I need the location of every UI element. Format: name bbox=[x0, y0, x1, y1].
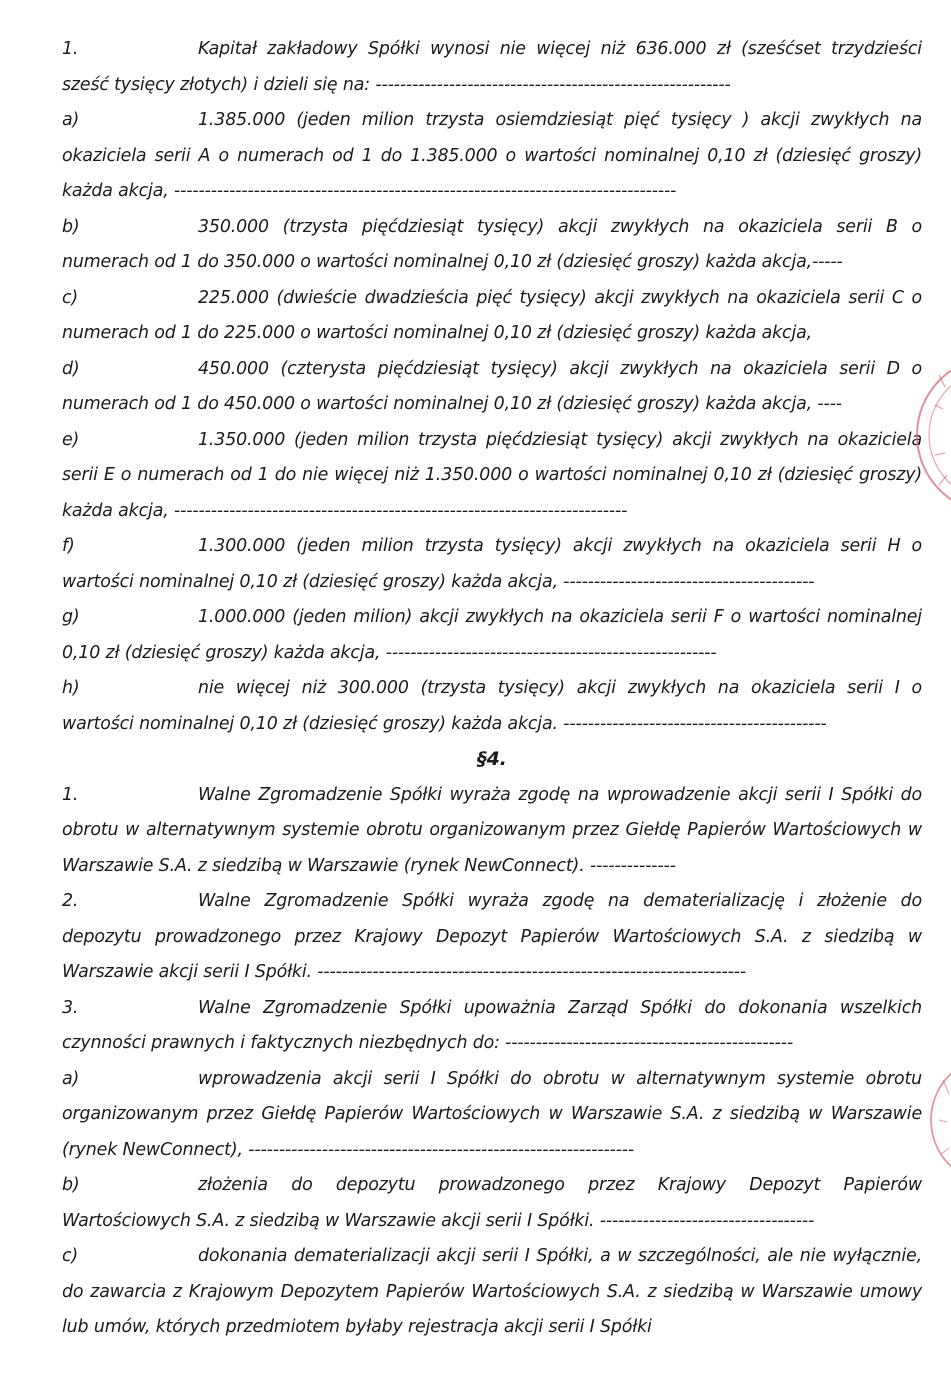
section-heading: §4. bbox=[477, 748, 507, 770]
paragraph-text: dokonania dematerializacji akcji serii I Spółki, a w szczególności, ale nie wyłącznie, do zawarcia z Krajowym Depozytem Papierów Wartościowych S.A. z siedzibą w Warszawie umowy lub umów, których przedmiotem byłaby rejestracja akcji serii I Spółki bbox=[62, 1246, 922, 1337]
paragraph-number: 3. bbox=[62, 997, 79, 1018]
paragraph bbox=[62, 671, 922, 742]
paragraph-text: Walne Zgromadzenie Spółki upoważnia Zarząd Spółki do dokonania wszelkich czynności prawnych i faktycznych niezbędnych do: ----------------------------------------------- bbox=[62, 997, 922, 1053]
paragraph-text: 1.350.000 (jeden milion trzysta pięćdziesiąt tysięcy) akcji zwykłych na okaziciela serii E o numerach od 1 do nie więcej niż 1.350.000 o wartości nominalnej 0,10 zł (dziesięć groszy) każda akcja, -------------------------------------------------------------------------- bbox=[62, 429, 922, 521]
paragraph bbox=[62, 1239, 922, 1346]
paragraph-text: 1.000.000 (jeden milion) akcji zwykłych na okaziciela serii F o wartości nominalnej 0,10 zł (dziesięć groszy) każda akcja, ------------------------------------------------------ bbox=[62, 607, 922, 663]
paragraph bbox=[62, 281, 922, 352]
notary-stamp-fragment bbox=[915, 335, 951, 535]
paragraph bbox=[62, 778, 922, 885]
paragraph bbox=[62, 103, 922, 210]
paragraph-number: b) bbox=[62, 216, 80, 237]
paragraph bbox=[62, 352, 922, 423]
paragraph bbox=[62, 1062, 922, 1169]
paragraph-text: 1.300.000 (jeden milion trzysta tysięcy) akcji zwykłych na okaziciela serii H o wartości nominalnej 0,10 zł (dziesięć groszy) każda akcja, ----------------------------------------- bbox=[62, 536, 922, 592]
paragraph-text: 450.000 (czterysta pięćdziesiąt tysięcy) akcji zwykłych na okaziciela serii D o numerach od 1 do 450.000 o wartości nominalnej 0,10 zł (dziesięć groszy) każda akcja, ---- bbox=[62, 358, 922, 414]
paragraph bbox=[62, 529, 922, 600]
paragraph-number: d) bbox=[62, 358, 80, 379]
paragraph bbox=[62, 32, 922, 103]
paragraph-number: c) bbox=[62, 287, 79, 308]
paragraph-number: f) bbox=[62, 536, 75, 556]
paragraph-text: Walne Zgromadzenie Spółki wyraża zgodę na dematerializację i złożenie do depozytu prowadzonego przez Krajowy Depozyt Papierów Wartościowych S.A. z siedzibą w Warszawie akcji serii I Spółki. ---------------------------------------------------------------------- bbox=[62, 891, 922, 982]
paragraph-number: h) bbox=[62, 678, 80, 698]
paragraph-number: 1. bbox=[62, 784, 79, 805]
paragraph-number: 2. bbox=[62, 891, 79, 911]
paragraph-number: b) bbox=[62, 1175, 80, 1195]
paragraph-text: Kapitał zakładowy Spółki wynosi nie więcej niż 636.000 zł (sześćset trzydzieści sześć tysięcy złotych) i dzieli się na: ---------------------------------------------------------- bbox=[62, 39, 922, 95]
share-capital-list bbox=[62, 32, 922, 742]
paragraph-number: a) bbox=[62, 1068, 80, 1089]
paragraph-number: c) bbox=[62, 1246, 79, 1266]
paragraph-text: nie więcej niż 300.000 (trzysta tysięcy) akcji zwykłych na okaziciela serii I o wartości nominalnej 0,10 zł (dziesięć groszy) każda akcja. ------------------------------------------- bbox=[62, 678, 922, 734]
paragraph-number: a) bbox=[62, 110, 80, 130]
paragraph-text: 350.000 (trzysta pięćdziesiąt tysięcy) akcji zwykłych na okaziciela serii B o numerach od 1 do 350.000 o wartości nominalnej 0,10 zł (dziesięć groszy) każda akcja,----- bbox=[62, 216, 922, 272]
paragraph-number: e) bbox=[62, 429, 80, 450]
paragraph-text: 1.385.000 (jeden milion trzysta osiemdziesiąt pięć tysięcy ) akcji zwykłych na okaziciela serii A o numerach od 1 do 1.385.000 o wartości nominalnej 0,10 zł (dziesięć groszy) każda akcja, ---------------------------------------------------------------------------------- bbox=[62, 110, 922, 201]
paragraph-number: 1. bbox=[62, 39, 79, 59]
paragraph-text: złożenia do depozytu prowadzonego przez Krajowy Depozyt Papierów Wartościowych S.A. z siedzibą w Warszawie akcji serii I Spółki. ----------------------------------- bbox=[62, 1175, 922, 1231]
paragraph bbox=[62, 600, 922, 671]
paragraph-text: 225.000 (dwieście dwadzieścia pięć tysięcy) akcji zwykłych na okaziciela serii C o numerach od 1 do 225.000 o wartości nominalnej 0,10 zł (dziesięć groszy) każda akcja, bbox=[62, 287, 922, 343]
paragraph bbox=[62, 991, 922, 1062]
paragraph bbox=[62, 423, 922, 530]
paragraph bbox=[62, 884, 922, 991]
paragraph bbox=[62, 1168, 922, 1239]
paragraph-number: g) bbox=[62, 607, 80, 627]
signature-stamp-fragment bbox=[925, 1050, 951, 1190]
paragraph bbox=[62, 210, 922, 281]
section-4-list bbox=[62, 778, 922, 1346]
paragraph-text: Walne Zgromadzenie Spółki wyraża zgodę na wprowadzenie akcji serii I Spółki do obrotu w alternatywnym systemie obrotu organizowanym przez Giełdę Papierów Wartościowych w Warszawie S.A. z siedzibą w Warszawie (rynek NewConnect). -------------- bbox=[62, 784, 922, 876]
paragraph-text: wprowadzenia akcji serii I Spółki do obrotu w alternatywnym systemie obrotu organizowanym przez Giełdę Papierów Wartościowych w Warszawie S.A. z siedzibą w Warszawie (rynek NewConnect), --------------------------------------------------------------- bbox=[62, 1068, 922, 1160]
document-body bbox=[62, 32, 922, 1346]
